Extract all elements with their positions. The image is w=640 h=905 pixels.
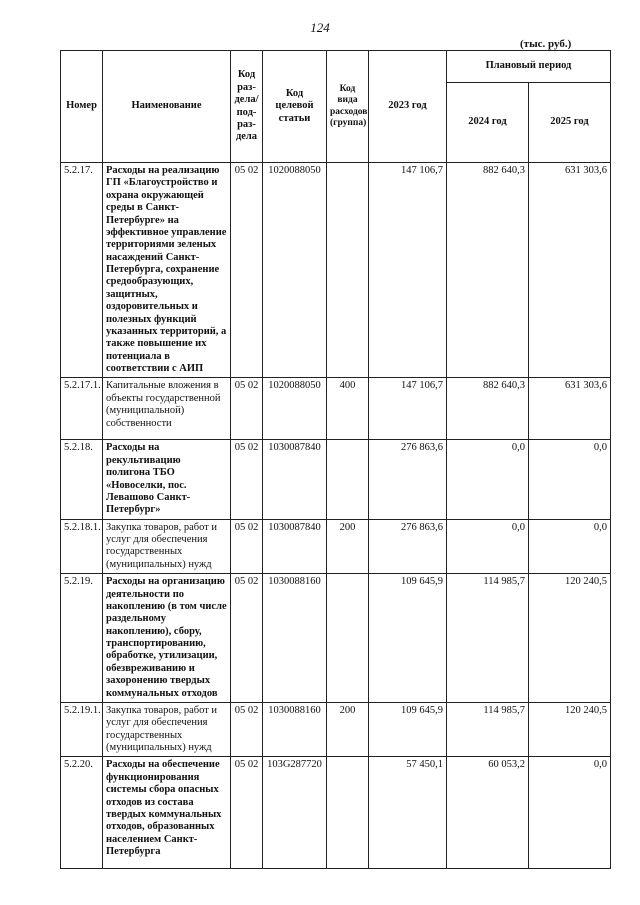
row-value-2023: 109 645,9 xyxy=(369,574,447,703)
row-expense-code xyxy=(327,757,369,869)
row-target-code: 103G287720 xyxy=(263,757,327,869)
row-value-2024: 114 985,7 xyxy=(447,574,529,703)
table-row xyxy=(61,757,611,869)
row-name: Расходы на реализацию ГП «Благоустройство и охрана окружающей среды в Санкт-Петербурге» на эффективное управление территориями зеленых насаждений Санкт-Петербурга, сохранение средообразующих, защитных, оздоровительных и полезных функций указанных территорий, а также повышение их потенциала в соответствии с АИП xyxy=(103,163,231,378)
row-value-2024: 114 985,7 xyxy=(447,702,529,757)
row-number: 5.2.19. xyxy=(61,574,103,703)
header-target: Код целевой статьи xyxy=(263,51,327,163)
table-row xyxy=(61,378,611,440)
row-section xyxy=(231,702,263,757)
table-row xyxy=(61,163,611,378)
row-expense-code xyxy=(327,440,369,519)
row-value-2025: 120 240,5 xyxy=(529,702,611,757)
table-row xyxy=(61,440,611,519)
row-number: 5.2.19.1. xyxy=(61,702,103,757)
table-row xyxy=(61,519,611,574)
row-section xyxy=(231,574,263,703)
row-expense-code xyxy=(327,163,369,378)
row-section-code: 05 xyxy=(234,442,246,454)
row-target-code: 1030088160 xyxy=(263,574,327,703)
row-subsection-code: 02 xyxy=(247,759,259,771)
header-expense: Код вида расходов (группа) xyxy=(327,51,369,163)
header-name: Наименование xyxy=(103,51,231,163)
budget-table xyxy=(60,50,611,869)
row-target-code: 1020088050 xyxy=(263,378,327,440)
row-name: Расходы на рекультивацию полигона ТБО «Новоселки, пос. Левашово Санкт-Петербург» xyxy=(103,440,231,519)
row-subsection-code: 02 xyxy=(247,165,259,176)
row-value-2024: 60 053,2 xyxy=(447,757,529,869)
row-value-2024: 0,0 xyxy=(447,440,529,519)
row-subsection-code: 02 xyxy=(247,704,259,716)
row-value-2025: 120 240,5 xyxy=(529,574,611,703)
row-value-2024: 0,0 xyxy=(447,519,529,574)
row-target-code: 1030087840 xyxy=(263,440,327,519)
row-target-code: 1020088050 xyxy=(263,163,327,378)
row-value-2023: 276 863,6 xyxy=(369,440,447,519)
row-section xyxy=(231,757,263,869)
unit-label: (тыс. руб.) xyxy=(520,38,572,50)
row-name: Закупка товаров, работ и услуг для обеспечения государственных (муниципальных) нужд xyxy=(103,519,231,574)
row-value-2023: 147 106,7 xyxy=(369,378,447,440)
row-section xyxy=(231,519,263,574)
row-expense-code: 200 xyxy=(327,519,369,574)
row-value-2023: 147 106,7 xyxy=(369,163,447,378)
row-number: 5.2.20. xyxy=(61,757,103,869)
row-number: 5.2.17.1. xyxy=(61,378,103,440)
row-name: Закупка товаров, работ и услуг для обеспечения государственных (муниципальных) нужд xyxy=(103,702,231,757)
row-number: 5.2.18. xyxy=(61,440,103,519)
row-subsection-code: 02 xyxy=(247,521,259,533)
row-value-2025: 631 303,6 xyxy=(529,163,611,378)
row-name: Расходы на обеспечение функционирования системы сбора опасных отходов из состава твердых коммунальных отходов, образованных населением Санкт-Петербурга xyxy=(103,757,231,869)
row-section xyxy=(231,378,263,440)
row-section-code: 05 xyxy=(234,704,246,716)
row-number: 5.2.17. xyxy=(61,163,103,378)
row-section-code: 05 xyxy=(234,521,246,533)
row-target-code: 1030087840 xyxy=(263,519,327,574)
row-section-code: 05 xyxy=(234,165,246,176)
row-section-code: 05 xyxy=(234,576,246,588)
row-name: Капитальные вложения в объекты государственной (муниципальной) собственности xyxy=(103,378,231,440)
row-section-code: 05 xyxy=(234,759,246,771)
row-name: Расходы на организацию деятельности по накоплению (в том числе раздельному накоплению), сбору, транспортированию, обработке, утилизации, обезвреживанию и захоронению твердых коммунальных отходов xyxy=(103,574,231,703)
page-number: 124 xyxy=(310,20,330,35)
header-2023: 2023 год xyxy=(369,51,447,163)
header-2024: 2024 год xyxy=(447,83,529,163)
row-value-2025: 0,0 xyxy=(529,757,611,869)
table-row xyxy=(61,574,611,703)
header-section: Код раз-дела/ под-раз-дела xyxy=(231,51,263,163)
row-expense-code: 400 xyxy=(327,378,369,440)
row-value-2023: 276 863,6 xyxy=(369,519,447,574)
row-expense-code xyxy=(327,574,369,703)
row-number: 5.2.18.1. xyxy=(61,519,103,574)
row-target-code: 1030088160 xyxy=(263,702,327,757)
row-section xyxy=(231,163,263,378)
row-value-2025: 631 303,6 xyxy=(529,378,611,440)
header-2025: 2025 год xyxy=(529,83,611,163)
row-value-2025: 0,0 xyxy=(529,519,611,574)
header-planned: Плановый период xyxy=(447,51,611,83)
row-subsection-code: 02 xyxy=(247,380,259,392)
row-expense-code: 200 xyxy=(327,702,369,757)
header-number: Номер xyxy=(61,51,103,163)
row-subsection-code: 02 xyxy=(247,576,259,588)
row-section xyxy=(231,440,263,519)
row-section-code: 05 xyxy=(234,380,246,392)
row-value-2024: 882 640,3 xyxy=(447,163,529,378)
row-value-2024: 882 640,3 xyxy=(447,378,529,440)
row-value-2025: 0,0 xyxy=(529,440,611,519)
row-value-2023: 109 645,9 xyxy=(369,702,447,757)
table-row xyxy=(61,702,611,757)
row-value-2023: 57 450,1 xyxy=(369,757,447,869)
row-subsection-code: 02 xyxy=(247,442,259,454)
